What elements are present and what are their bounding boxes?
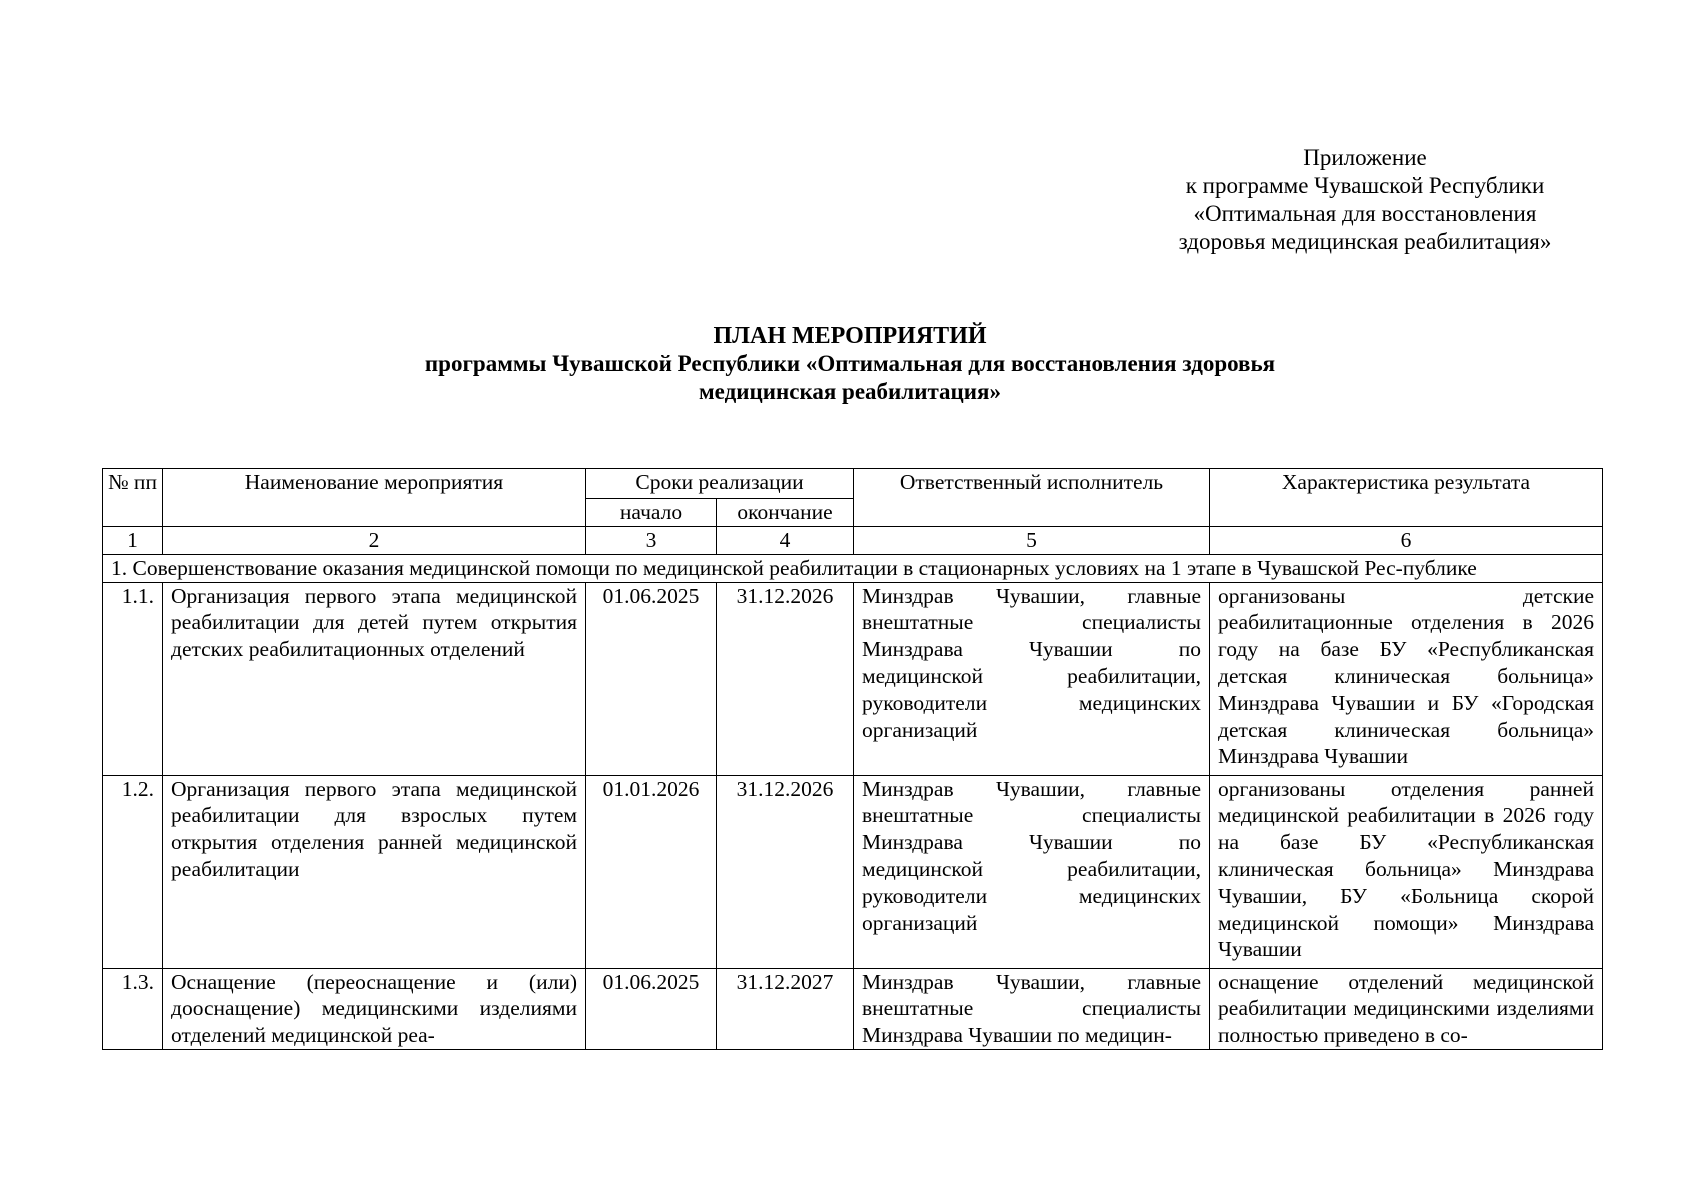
appendix-line: Приложение <box>1303 145 1427 170</box>
column-number: 2 <box>163 526 586 554</box>
appendix-line: к программе Чувашской Республики <box>1185 173 1545 198</box>
column-number: 6 <box>1210 526 1603 554</box>
column-numbers-row <box>103 526 1603 554</box>
row-executor: Минздрав Чувашии, главные внештатные специалисты Минздрава Чувашии по медицин- <box>854 968 1210 1049</box>
row-result: организованы отделения ранней медицинской реабилитации в 2026 году на базе БУ «Республиканская клиническая больница» Минздрава Чувашии, БУ «Больница скорой медицинской помощи» Минздрава Чувашии <box>1210 775 1603 968</box>
section-heading: 1. Совершенствование оказания медицинской помощи по медицинской реабилитации в стационарных условиях на 1 этапе в Чувашской Рес-публике <box>103 554 1603 582</box>
row-end: 31.12.2026 <box>717 582 854 775</box>
row-result: организованы детские реабилитационные отделения в 2026 году на базе БУ «Республиканская детская клиническая больница» Минздрава Чувашии и БУ «Городская детская клиническая больница» Минздрава Чувашии <box>1210 582 1603 775</box>
title-subtitle: медицинская реабилитация» <box>699 379 1001 404</box>
column-number: 1 <box>103 526 163 554</box>
column-number: 4 <box>717 526 854 554</box>
title-main: ПЛАН МЕРОПРИЯТИЙ <box>713 323 987 349</box>
title-subtitle: программы Чувашской Республики «Оптимальная для восстановления здоровья <box>424 351 1276 376</box>
appendix-line: «Оптимальная для восстановления <box>1193 201 1537 226</box>
row-num: 1.2. <box>103 775 163 968</box>
row-name: Организация первого этапа медицинской реабилитации для детей путем открытия детских реабилитационных отделений <box>163 582 586 775</box>
table-row <box>103 775 1603 968</box>
row-result: оснащение отделений медицинской реабилитации медицинскими изделиями полностью приведено в со- <box>1210 968 1603 1049</box>
row-start: 01.01.2026 <box>586 775 717 968</box>
row-end: 31.12.2027 <box>717 968 854 1049</box>
row-start: 01.06.2025 <box>586 968 717 1049</box>
header-num: № пп <box>103 469 163 527</box>
row-executor: Минздрав Чувашии, главные внештатные специалисты Минздрава Чувашии по медицинской реабилитации, руководители медицинских организаций <box>854 775 1210 968</box>
plan-table <box>102 468 1603 1050</box>
table-row <box>103 582 1603 775</box>
column-number: 5 <box>854 526 1210 554</box>
header-result: Характеристика результата <box>1210 469 1603 527</box>
header-start: начало <box>586 499 717 527</box>
header-end: окончание <box>717 499 854 527</box>
header-name: Наименование мероприятия <box>163 469 586 527</box>
row-executor: Минздрав Чувашии, главные внештатные специалисты Минздрава Чувашии по медицинской реабилитации, руководители медицинских организаций <box>854 582 1210 775</box>
table-row <box>103 968 1603 1049</box>
row-num: 1.3. <box>103 968 163 1049</box>
row-name: Организация первого этапа медицинской реабилитации для взрослых путем открытия отделения ранней медицинской реабилитации <box>163 775 586 968</box>
section-row <box>103 554 1603 582</box>
header-terms: Сроки реализации <box>586 469 854 499</box>
row-end: 31.12.2026 <box>717 775 854 968</box>
header-executor: Ответственный исполнитель <box>854 469 1210 527</box>
document-title <box>300 322 1400 406</box>
appendix-line: здоровья медицинская реабилитация» <box>1178 229 1552 254</box>
row-num: 1.1. <box>103 582 163 775</box>
row-start: 01.06.2025 <box>586 582 717 775</box>
table-header <box>103 469 1603 527</box>
appendix-block <box>1140 144 1590 256</box>
row-name: Оснащение (переоснащение и (или) дооснащение) медицинскими изделиями отделений медицинской реа- <box>163 968 586 1049</box>
column-number: 3 <box>586 526 717 554</box>
